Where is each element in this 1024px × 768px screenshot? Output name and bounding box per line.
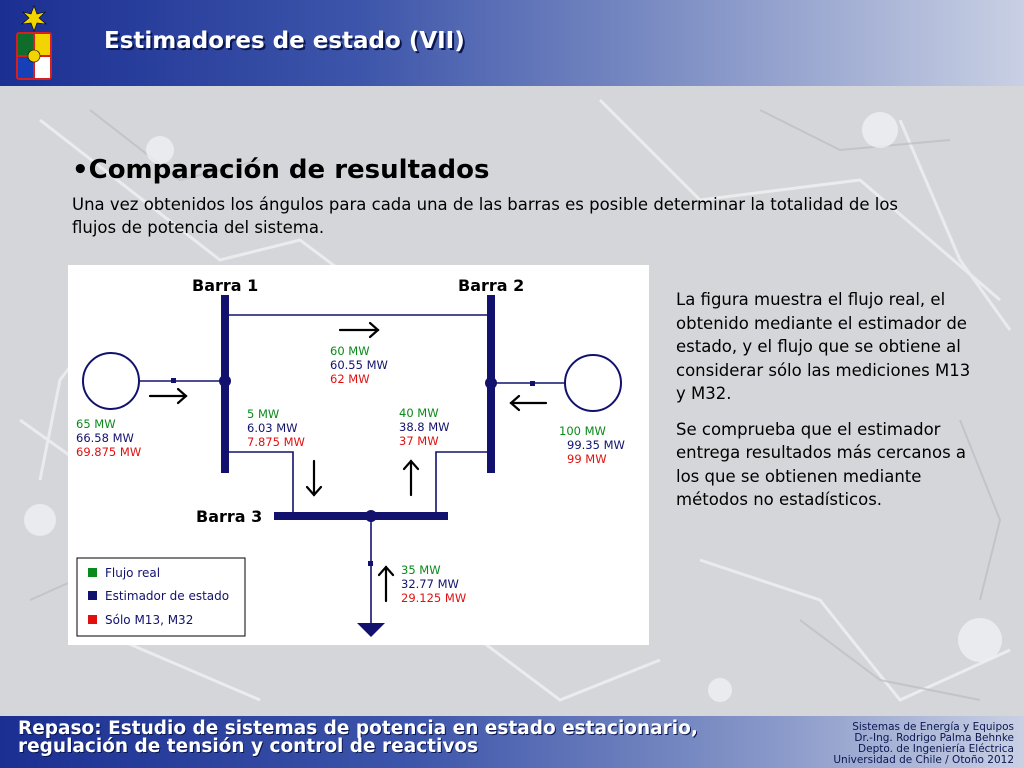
load3-m: 29.125 MW [401,591,467,605]
side-paragraph-2: Se comprueba que el estimador entrega resultados más cercanos a los que se obtienen mediante métodos no estadísticos. [676,419,967,509]
flow-12-m: 62 MW [330,372,370,386]
load3-est: 32.77 MW [401,577,459,591]
meter-2-icon [530,381,535,386]
legend-label-real: Flujo real [105,566,161,580]
footer-line-2: regulación de tensión y control de reactivos [18,736,479,757]
load-icon [357,623,385,637]
footer-credit-3: Depto. de Ingeniería Eléctrica [858,743,1014,755]
gen2-real: 100 MW [559,424,606,438]
legend [77,558,245,636]
meter-3-icon [368,561,373,566]
flow-13-real: 5 MW [247,407,280,421]
bus-3-node [365,510,377,522]
footer-credits [833,722,1014,766]
power-flow-diagram [68,265,649,645]
arrow-right-icon [150,389,186,403]
arrow-left-icon [511,396,546,410]
gen1-m: 69.875 MW [76,445,142,459]
footer-credit-1: Sistemas de Energía y Equipos [852,721,1014,733]
page-title: Estimadores de estado (VII) [104,28,465,54]
legend-label-m: Sólo M13, M32 [105,613,194,627]
intro-text: Una vez obtenidos los ángulos para cada una de las barras es posible determinar la totalidad de los flujos de potencia del sistema. [72,195,899,237]
bus-3-bar [274,512,448,520]
flow-12-real: 60 MW [330,344,370,358]
arrow-up-icon [404,461,418,495]
flow-23-m: 37 MW [399,434,439,448]
flow-13-m: 7.875 MW [247,435,305,449]
load3-real: 35 MW [401,563,441,577]
side-text [676,288,976,524]
side-paragraph-1: La figura muestra el flujo real, el obtenido mediante el estimador de estado, y el flujo que se obtiene al considerar sólo las mediciones M13 y M32. [676,290,971,403]
legend-label-est: Estimador de estado [105,589,230,603]
arrow-down-icon [307,461,321,495]
footer-line-1: Repaso: Estudio de sistemas de potencia en estado estacionario, [18,718,698,739]
footer-credit-2: Dr.-Ing. Rodrigo Palma Behnke [854,732,1014,744]
university-logo [8,4,60,82]
gen1-est: 66.58 MW [76,431,134,445]
flow-23-real: 40 MW [399,406,439,420]
footer-course-title [18,720,698,756]
line-2-3 [436,452,491,516]
flow-23-est: 38.8 MW [399,420,450,434]
legend-swatch-real [88,568,97,577]
generator-1-icon [83,353,139,409]
bus-2-node [485,377,497,389]
gen2-m: 99 MW [567,452,607,466]
gen2-est: 99.35 MW [567,438,625,452]
flow-12-est: 60.55 MW [330,358,388,372]
generator-2-icon [565,355,621,411]
bus-2-label: Barra 2 [458,276,525,295]
bus-1-label: Barra 1 [192,276,259,295]
arrow-up-icon [379,567,393,601]
bus-1-node [219,375,231,387]
flow-13-est: 6.03 MW [247,421,298,435]
gen1-real: 65 MW [76,417,116,431]
meter-1-icon [171,378,176,383]
footer-credit-4: Universidad de Chile / Otoño 2012 [833,754,1014,766]
legend-swatch-m [88,615,97,624]
bus-3-label: Barra 3 [196,507,263,526]
legend-swatch-est [88,591,97,600]
arrow-right-icon [340,323,378,337]
section-heading: •Comparación de resultados [72,155,490,185]
